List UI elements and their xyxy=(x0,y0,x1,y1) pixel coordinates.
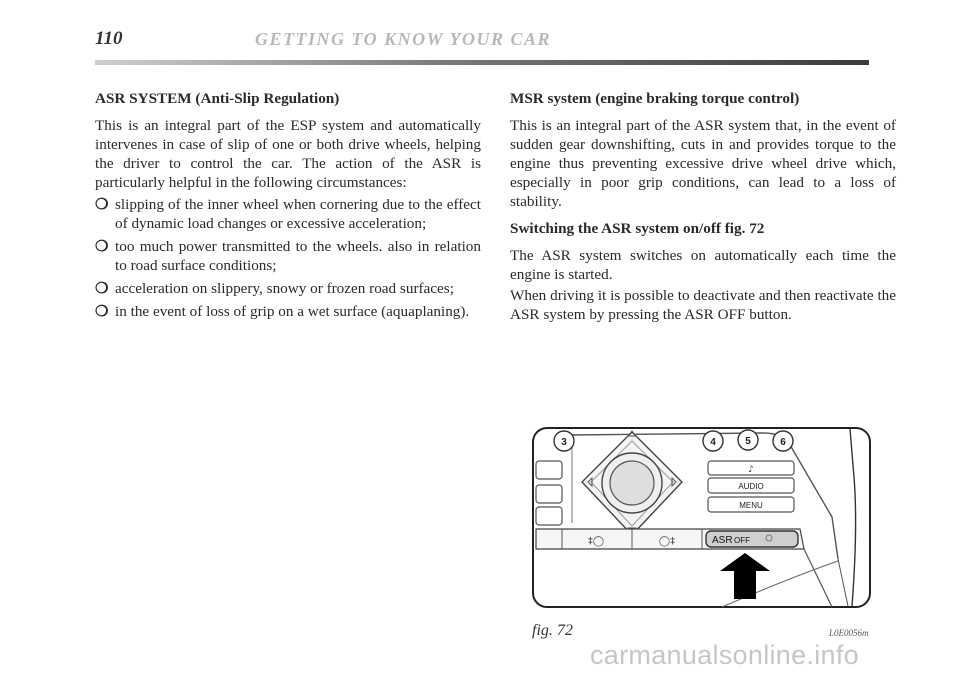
off-label: OFF xyxy=(734,536,750,545)
fog-light-icon: ‡◯ xyxy=(587,536,605,547)
svg-text:♪: ♪ xyxy=(748,465,754,475)
preset-label-3: 3 xyxy=(561,437,567,448)
watermark: carmanualsonline.info xyxy=(590,640,859,670)
list-item-text: too much power transmitted to the wheels. also in relation to road surface conditions; xyxy=(115,238,481,274)
left-column xyxy=(95,89,481,325)
asr-bullet-list xyxy=(95,195,481,321)
msr-text: This is an integral part of the ASR system that, in the event of sudden gear downshifting, cuts in and provides torque to the engine thus preventing excessive drive wheel drive which, especially in poor grip conditions, can lead to a loss of stability. xyxy=(510,117,896,210)
list-item xyxy=(95,237,481,275)
rear-fog-icon: ◯‡ xyxy=(658,536,676,547)
preset-label-4: 4 xyxy=(710,437,716,448)
switch-heading: Switching the ASR system on/off fig. 72 xyxy=(510,220,765,237)
asr-intro: This is an integral part of the ESP system and automatically intervenes in case of slip of one or both drive wheels, helping the driver to control the car. The action of the ASR is particularly helpful in the following circumstances: xyxy=(95,117,481,191)
menu-label: MENU xyxy=(739,501,763,510)
header-rule xyxy=(95,60,869,65)
list-item xyxy=(95,195,481,233)
list-item-text: slipping of the inner wheel when cornering due to the effect of dynamic load changes or excessive acceleration; xyxy=(115,196,481,232)
preset-label-6: 6 xyxy=(780,437,786,448)
preset-label-5: 5 xyxy=(745,436,751,447)
msr-heading: MSR system (engine braking torque control) xyxy=(510,90,800,107)
circle-bullet-icon: ❍ xyxy=(95,280,109,297)
list-item xyxy=(95,302,481,321)
list-item-text: acceleration on slippery, snowy or frozen road surfaces; xyxy=(115,280,454,297)
switch-text-2: When driving it is possible to deactivate and then reactivate the ASR system by pressing the ASR OFF button. xyxy=(510,287,896,323)
figure-caption: fig. 72 xyxy=(532,622,573,639)
dashboard-figure xyxy=(532,427,871,608)
circle-bullet-icon: ❍ xyxy=(95,196,109,213)
audio-label: AUDIO xyxy=(738,482,764,491)
asr-heading: ASR SYSTEM (Anti-Slip Regulation) xyxy=(95,90,340,107)
figure-code: L0E0056m xyxy=(829,628,869,638)
page-header xyxy=(95,28,870,52)
list-item-text: in the event of loss of grip on a wet surface (aquaplaning). xyxy=(115,303,470,320)
running-title: GETTING TO KNOW YOUR CAR xyxy=(255,29,552,49)
switch-text-1: The ASR system switches on automatically each time the engine is started. xyxy=(510,247,896,283)
page-number: 110 xyxy=(95,28,123,49)
circle-bullet-icon: ❍ xyxy=(95,238,109,255)
right-column xyxy=(510,89,896,326)
asr-label: ASR xyxy=(712,535,733,546)
list-item xyxy=(95,279,481,298)
circle-bullet-icon: ❍ xyxy=(95,303,109,320)
